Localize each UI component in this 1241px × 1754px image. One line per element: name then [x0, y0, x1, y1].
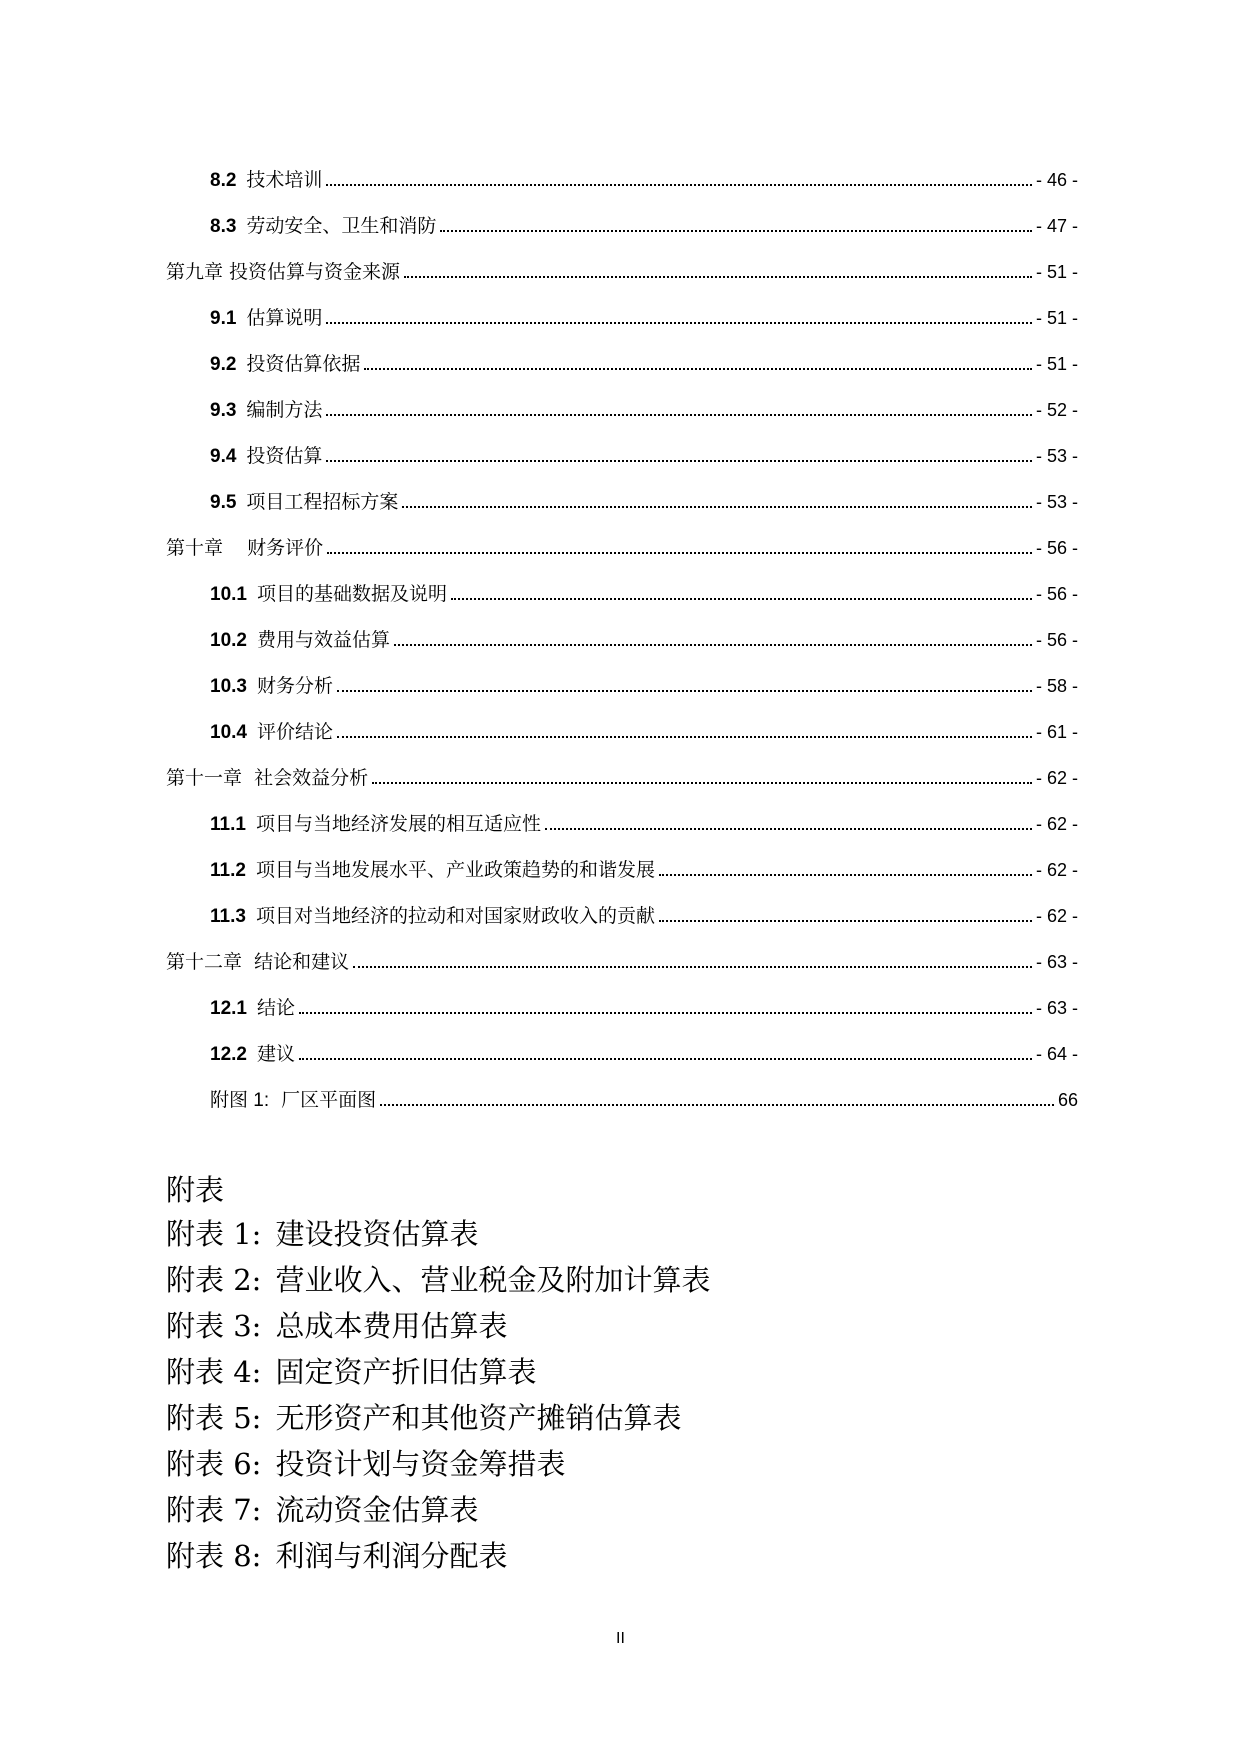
toc-entry-label [210, 487, 398, 514]
toc-leader-dots [394, 643, 1032, 646]
appendix-item-title: 固定资产折旧估算表 [275, 1355, 537, 1389]
appendix-item[interactable] [166, 1350, 710, 1396]
toc-chapter-entry[interactable] [166, 947, 1078, 993]
toc-entry-title: 项目的基础数据及说明 [256, 583, 447, 605]
toc-entry-label [210, 671, 333, 698]
appendix-item-title: 利润与利润分配表 [275, 1539, 508, 1573]
toc-leader-dots [364, 367, 1032, 370]
appendix-item-title: 建设投资估算表 [275, 1217, 479, 1251]
toc-entry-label [210, 349, 360, 376]
toc-entry-title: 投资估算依据 [246, 353, 361, 375]
appendix-item[interactable] [166, 1258, 710, 1304]
appendix-item[interactable] [166, 1442, 710, 1488]
toc-entry-title: 结论 [256, 997, 295, 1019]
toc-entry-page: - 52 - [1035, 400, 1078, 420]
appendix-list [166, 1212, 710, 1580]
toc-entry-number: 10.2 [210, 630, 247, 651]
toc-entry-page: - 63 - [1035, 952, 1078, 972]
toc-entry[interactable] [166, 165, 1078, 211]
appendix-item-title: 无形资产和其他资产摊销估算表 [275, 1401, 682, 1435]
toc-entry[interactable] [166, 303, 1078, 349]
toc-entry-page: - 62 - [1035, 860, 1078, 880]
toc-entry-number: 附图 1: [210, 1090, 270, 1111]
toc-entry-label [210, 441, 322, 468]
appendix-item-number: 附表 1: [166, 1217, 262, 1251]
toc-leader-dots [337, 735, 1032, 738]
toc-leader-dots [372, 781, 1032, 784]
toc-entry[interactable] [166, 855, 1078, 901]
toc-leader-dots [545, 827, 1032, 830]
toc-entry-page: - 51 - [1035, 262, 1078, 282]
appendix-item[interactable] [166, 1212, 710, 1258]
toc-entry-page: - 56 - [1035, 630, 1078, 650]
toc-entry-number: 9.3 [210, 400, 237, 421]
toc-entry-page: - 61 - [1035, 722, 1078, 742]
toc-leader-dots [402, 505, 1032, 508]
toc-leader-dots [326, 413, 1032, 416]
toc-entry[interactable] [166, 487, 1078, 533]
toc-entry-title: 估算说明 [246, 307, 323, 329]
toc-entry-label [210, 395, 322, 422]
toc-entry-number: 11.2 [210, 860, 246, 881]
appendix-item[interactable] [166, 1304, 710, 1350]
appendix-item-number: 附表 2: [166, 1263, 262, 1297]
toc-entry-label [210, 303, 322, 330]
toc-entry-title: 项目与当地经济发展的相互适应性 [255, 813, 541, 835]
toc-entry-title: 评价结论 [256, 721, 333, 743]
toc-entry-number: 8.2 [210, 170, 237, 191]
appendix-item-number: 附表 8: [166, 1539, 262, 1573]
toc-entry-number: 11.3 [210, 906, 246, 927]
toc-entry-label [210, 1039, 295, 1066]
appendix-item-title: 流动资金估算表 [275, 1493, 479, 1527]
toc-entry-label [210, 165, 322, 192]
toc-entry-page: - 56 - [1035, 584, 1078, 604]
appendix-item-number: 附表 3: [166, 1309, 262, 1343]
toc-entry-label [166, 257, 400, 284]
toc-entry-title: 第十一章 社会效益分析 [166, 767, 369, 789]
toc-entry-page: 66 [1057, 1090, 1078, 1110]
toc-entry-title: 项目工程招标方案 [246, 491, 399, 513]
appendix-item[interactable] [166, 1396, 710, 1442]
toc-entry-title: 第十章 财务评价 [166, 537, 324, 559]
appendix-item-number: 附表 7: [166, 1493, 262, 1527]
toc-leader-dots [659, 873, 1032, 876]
toc-entry[interactable] [166, 901, 1078, 947]
toc-leader-dots [659, 919, 1032, 922]
toc-entry-page: - 62 - [1035, 906, 1078, 926]
toc-entry-label [210, 993, 295, 1020]
toc-entry-number: 12.2 [210, 1044, 247, 1065]
toc-leader-dots [451, 597, 1032, 600]
toc-entry[interactable] [166, 671, 1078, 717]
toc-entry-number: 8.3 [210, 216, 237, 237]
toc-entry-label [166, 947, 349, 974]
toc-entry-number: 9.1 [210, 308, 237, 329]
toc-entry[interactable] [166, 993, 1078, 1039]
toc-entry-number: 12.1 [210, 998, 247, 1019]
appendix-item-title: 总成本费用估算表 [275, 1309, 508, 1343]
toc-leader-dots [299, 1011, 1032, 1014]
toc-figure-entry[interactable] [166, 1085, 1078, 1131]
toc-entry-title: 财务分析 [256, 675, 333, 697]
toc-entry-page: - 56 - [1035, 538, 1078, 558]
toc-entry-title: 投资估算 [246, 445, 323, 467]
toc-entry-label [210, 855, 655, 882]
toc-entry-title: 劳动安全、卫生和消防 [246, 215, 437, 237]
toc-entry-number: 11.1 [210, 814, 246, 835]
toc-leader-dots [326, 321, 1032, 324]
appendix-item[interactable] [166, 1488, 710, 1534]
toc-entry-page: - 58 - [1035, 676, 1078, 696]
toc-entry-page: - 53 - [1035, 446, 1078, 466]
toc-entry-label [210, 211, 436, 238]
appendix-item-title: 营业收入、营业税金及附加计算表 [275, 1263, 711, 1297]
toc-leader-dots [299, 1057, 1032, 1060]
toc-entry[interactable] [166, 1039, 1078, 1085]
appendix-item-number: 附表 6: [166, 1447, 262, 1481]
toc-entry[interactable] [166, 579, 1078, 625]
toc-entry-label [166, 533, 323, 560]
toc-entry[interactable] [166, 349, 1078, 395]
toc-entry-number: 9.2 [210, 354, 237, 375]
toc-entry-title: 编制方法 [246, 399, 323, 421]
appendix-item-number: 附表 5: [166, 1401, 262, 1435]
toc-leader-dots [440, 229, 1032, 232]
toc-entry-title: 技术培训 [246, 169, 323, 191]
toc-entry-page: - 46 - [1035, 170, 1078, 190]
table-of-contents [166, 165, 1078, 1131]
toc-entry-page: - 64 - [1035, 1044, 1078, 1064]
toc-entry-title: 费用与效益估算 [256, 629, 390, 651]
toc-chapter-entry[interactable] [166, 257, 1078, 303]
toc-entry-title: 项目对当地经济的拉动和对国家财政收入的贡献 [255, 905, 655, 927]
toc-entry-label [210, 717, 333, 744]
toc-leader-dots [353, 965, 1032, 968]
appendix-item[interactable] [166, 1534, 710, 1580]
toc-entry-number: 10.3 [210, 676, 247, 697]
toc-entry-label [210, 809, 541, 836]
toc-entry-label [210, 579, 447, 606]
appendix-item-title: 投资计划与资金筹措表 [275, 1447, 566, 1481]
toc-entry-title: 第十二章 结论和建议 [166, 951, 350, 973]
toc-entry[interactable] [166, 717, 1078, 763]
toc-entry-page: - 51 - [1035, 354, 1078, 374]
toc-entry-label [210, 901, 655, 928]
toc-entry-page: - 62 - [1035, 768, 1078, 788]
toc-leader-dots [326, 183, 1032, 186]
toc-entry-number: 9.4 [210, 446, 237, 467]
toc-entry[interactable] [166, 441, 1078, 487]
appendix-item-number: 附表 4: [166, 1355, 262, 1389]
toc-leader-dots [404, 275, 1032, 278]
toc-entry-page: - 53 - [1035, 492, 1078, 512]
toc-entry-page: - 51 - [1035, 308, 1078, 328]
toc-entry-title: 厂区平面图 [281, 1089, 377, 1111]
appendix-heading: 附表 [166, 1173, 225, 1207]
toc-entry-title: 建议 [256, 1043, 295, 1065]
toc-entry-page: - 47 - [1035, 216, 1078, 236]
toc-chapter-entry[interactable] [166, 763, 1078, 809]
toc-leader-dots [327, 551, 1032, 554]
toc-entry-page: - 62 - [1035, 814, 1078, 834]
toc-entry-title: 第九章 投资估算与资金来源 [166, 261, 401, 283]
toc-entry[interactable] [166, 809, 1078, 855]
toc-entry[interactable] [166, 211, 1078, 257]
toc-entry-page: - 63 - [1035, 998, 1078, 1018]
toc-leader-dots [326, 459, 1032, 462]
toc-entry-label [166, 763, 368, 790]
toc-entry-number: 9.5 [210, 492, 237, 513]
toc-entry[interactable] [166, 395, 1078, 441]
toc-entry[interactable] [166, 625, 1078, 671]
page-number: II [616, 1630, 625, 1647]
toc-leader-dots [380, 1103, 1054, 1106]
toc-entry-label [210, 625, 390, 652]
toc-leader-dots [337, 689, 1032, 692]
toc-entry-number: 10.4 [210, 722, 247, 743]
toc-chapter-entry[interactable] [166, 533, 1078, 579]
toc-entry-label [210, 1085, 376, 1112]
toc-entry-title: 项目与当地发展水平、产业政策趋势的和谐发展 [255, 859, 655, 881]
toc-entry-number: 10.1 [210, 584, 247, 605]
